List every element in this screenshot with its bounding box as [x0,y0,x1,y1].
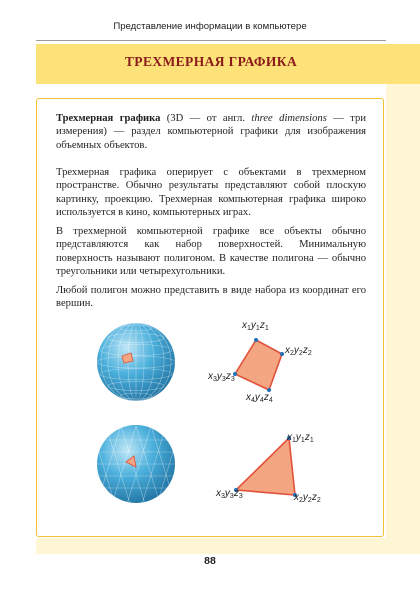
page-number: 88 [204,555,216,567]
running-head: Представление информации в компьютере [113,21,307,32]
header-rule [36,40,386,41]
quad-polygon [233,338,284,392]
triangle-polygon [234,436,297,497]
tri-vertex-label-2: $x_2y_2z_2$ [294,492,321,504]
bottom-band [36,538,420,554]
sphere-triangle-mesh [91,425,181,504]
quad-vertex-label-1: $x_1y_1z_1$ [242,320,269,332]
quad-vertex-label-3: $x_3y_3z_3$ [208,371,235,383]
tri-vertex-label-3: $x_3y_3z_3$ [216,488,243,500]
polygon-illustration [86,318,366,522]
sphere-quad-mesh [97,323,175,401]
definition-paragraph [56,112,366,152]
definition-text-a: (3D — от англ. [160,113,252,124]
quad-vertex-label-4: $x_4y_4z_4$ [246,392,273,404]
paragraph-2: Трехмерная графика оперирует с объектами в трехмерном пространстве. Обычно результаты представляют собой плоскую картинку, проекцию. Трехмерная компьютерная графика широко используется в кино, компьютерных играх. [56,167,366,218]
quad-vertex-label-2: $x_2y_2z_2$ [285,345,312,357]
term-3d-graphics: Трехмерная графика [56,113,161,124]
tri-vertex-label-1: $x_1y_1z_1$ [287,432,314,444]
side-band [386,84,420,554]
english-term: three dimensions [251,113,327,124]
definition-text-b: — три измерения) — раздел компьютерной графики для изображения объемных объектов. [56,113,366,151]
section-title: ТРЕХМЕРНАЯ ГРАФИКА [124,54,298,69]
paragraph-4: Любой полигон можно представить в виде набора из координат его вершин. [56,285,366,310]
paragraph-3: В трехмерной компьютерной графике все объекты обычно представляются как набор поверхностей. Минимальную поверхность называют полигоном. В качестве полигона — обычно треугольники или четырехугольники. [56,226,366,277]
